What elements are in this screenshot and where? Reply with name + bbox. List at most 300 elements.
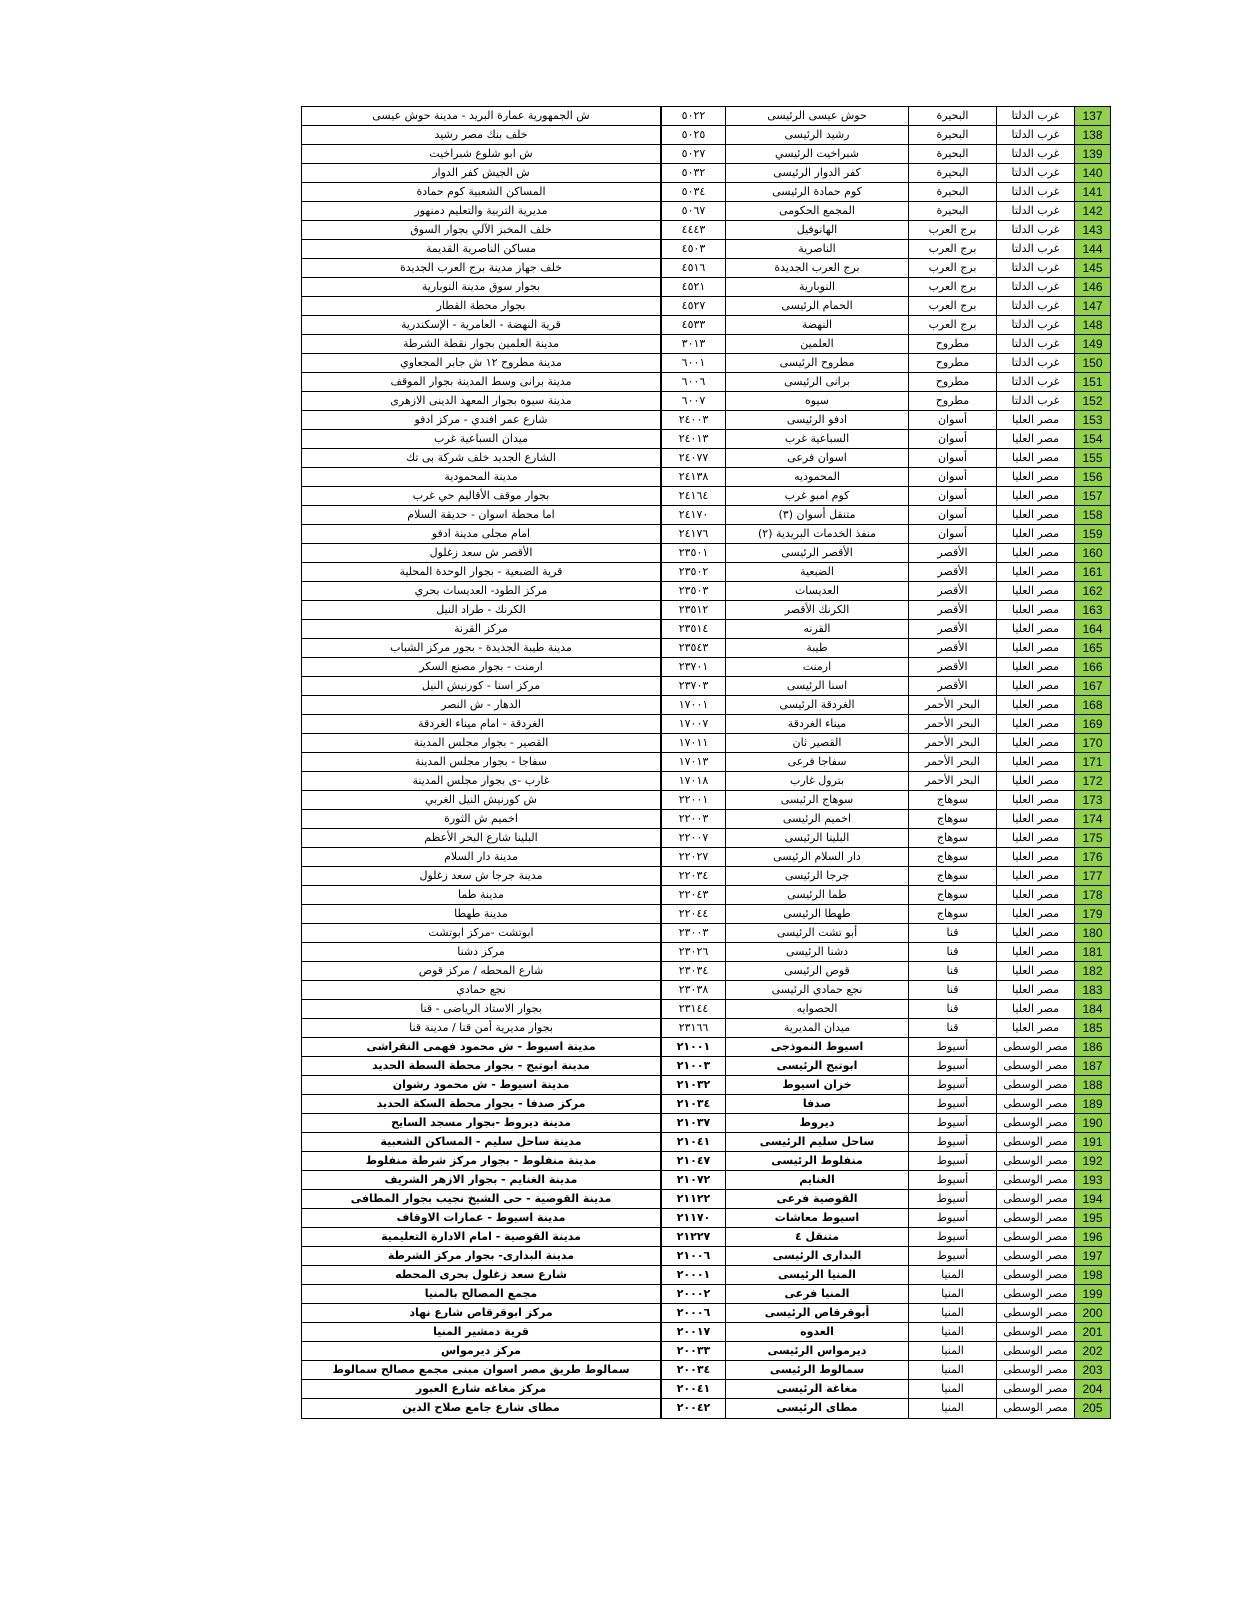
office-name-cell: مغاغة الرئيسى [725,1380,908,1398]
region-cell: مصر الوسطى [996,1266,1074,1284]
table-row [302,1380,1110,1399]
address-cell: مدينة اسيوط - ش محمود رشوان [392,1078,570,1091]
region-cell: مصر العليا [996,658,1074,676]
table-row [302,677,1110,696]
table-row [302,1057,1110,1076]
office-name-cell: مطروح الرئيسى [725,354,908,372]
governorate-cell: سوهاج [908,867,996,885]
table-row [302,145,1110,164]
office-name-cell: العديسات [725,582,908,600]
row-number-cell: 163 [1074,601,1110,619]
row-number-cell: 152 [1074,392,1110,410]
region-cell: مصر العليا [996,411,1074,429]
table-row [302,506,1110,525]
office-code-cell: ٢٢٠٠١ [660,791,725,809]
table-row [302,1209,1110,1228]
governorate-cell: برج العرب [908,316,996,334]
office-code-cell: ٢٣٧٠١ [660,658,725,676]
address-cell: البلينا شارع البحر الأعظم [424,831,538,844]
region-cell: غرب الدلتا [996,297,1074,315]
office-name-cell: ساحل سليم الرئيسى [725,1133,908,1151]
office-code-cell: ٦٠٠١ [660,354,725,372]
office-code-cell: ٢٣٠٠٣ [660,924,725,942]
region-cell: مصر الوسطى [996,1114,1074,1132]
table-row [302,1266,1110,1285]
region-cell: مصر الوسطى [996,1076,1074,1094]
office-code-cell: ٦٠٠٦ [660,373,725,391]
office-code-cell: ٢٠٠١٧ [660,1323,725,1341]
row-number-cell: 178 [1074,886,1110,904]
address-cell: مركز ديرمواس [441,1344,521,1357]
address-cell: مدينة طما [458,888,504,901]
office-name-cell: اخميم الرئيسى [725,810,908,828]
office-name-cell: القرنه [725,620,908,638]
region-cell: غرب الدلتا [996,107,1074,125]
address-cell: مدينة ابوتيج - بجوار محطة السطة الحديد [372,1059,590,1072]
office-code-cell: ٢٣٥٠١ [660,544,725,562]
row-number-cell: 170 [1074,734,1110,752]
region-cell: مصر العليا [996,848,1074,866]
office-name-cell: دار السلام الرئيسى [725,848,908,866]
row-number-cell: 151 [1074,373,1110,391]
office-code-cell: ٢٣٧٠٣ [660,677,725,695]
table-row [302,335,1110,354]
row-number-cell: 204 [1074,1380,1110,1398]
row-number-cell: 139 [1074,145,1110,163]
address-cell: مدينة اسيوط - ش محمود فهمى النقراشى [366,1040,596,1053]
governorate-cell: الأقصر [908,601,996,619]
row-number-cell: 199 [1074,1285,1110,1303]
office-code-cell: ٢٣٥١٢ [660,601,725,619]
region-cell: غرب الدلتا [996,335,1074,353]
office-code-cell: ٣٠١٣ [660,335,725,353]
address-cell: الشارع الجديد خلف شركة بى تك [406,451,556,464]
address-cell: مركز الطود- العديسات بحري [414,584,548,597]
table-row [302,221,1110,240]
governorate-cell: الأقصر [908,620,996,638]
office-code-cell: ٢٤٠٧٧ [660,449,725,467]
table-row [302,164,1110,183]
governorate-cell: سوهاج [908,905,996,923]
table-row [302,1304,1110,1323]
governorate-cell: أسيوط [908,1057,996,1075]
region-cell: غرب الدلتا [996,183,1074,201]
table-row [302,1095,1110,1114]
governorate-cell: مطروح [908,335,996,353]
table-row [302,278,1110,297]
office-code-cell: ٢٢٠٢٧ [660,848,725,866]
region-cell: مصر العليا [996,886,1074,904]
office-name-cell: منفذ الخدمات البريدية (٢) [725,525,908,543]
region-cell: مصر العليا [996,468,1074,486]
office-code-cell: ٢٢٠٣٤ [660,867,725,885]
row-number-cell: 191 [1074,1133,1110,1151]
region-cell: مصر العليا [996,734,1074,752]
governorate-cell: سوهاج [908,810,996,828]
governorate-cell: أسيوط [908,1209,996,1227]
row-number-cell: 194 [1074,1190,1110,1208]
row-number-cell: 186 [1074,1038,1110,1056]
region-cell: مصر الوسطى [996,1361,1074,1379]
address-cell: ارمنت - بجوار مصنع السكر [419,660,543,673]
address-cell: ش الجيش كفر الدوار [432,166,530,179]
office-code-cell: ٢١٠٣٤ [660,1095,725,1113]
governorate-cell: البحر الأحمر [908,696,996,714]
office-code-cell: ٤٤٤٣ [660,221,725,239]
office-code-cell: ٢٤١٧٠ [660,506,725,524]
governorate-cell: البحيرة [908,183,996,201]
table-row [302,354,1110,373]
office-code-cell: ٢١٠٠١ [660,1038,725,1056]
office-name-cell: العدوه [725,1323,908,1341]
region-cell: مصر الوسطى [996,1209,1074,1227]
address-cell: نجع حمادي [456,983,506,996]
address-cell: مدينة طهطا [454,907,508,920]
row-number-cell: 142 [1074,202,1110,220]
address-cell: شارع سعد زغلول بحرى المحطه [395,1268,567,1281]
row-number-cell: 140 [1074,164,1110,182]
row-number-cell: 153 [1074,411,1110,429]
office-code-cell: ٢٣٥٠٢ [660,563,725,581]
governorate-cell: أسيوط [908,1076,996,1094]
table-row [302,202,1110,221]
region-cell: مصر العليا [996,962,1074,980]
address-cell: مدينة اسيوط - عمارات الاوقاف [396,1211,566,1224]
office-code-cell: ٥٠٢٧ [660,145,725,163]
table-row [302,829,1110,848]
governorate-cell: برج العرب [908,259,996,277]
address-cell: مديرية التربية والتعليم دمنهور [414,204,548,217]
address-cell: مركز دشنا [457,945,505,958]
office-name-cell: الأقصر الرئيسى [725,544,908,562]
office-name-cell: السباعية غرب [725,430,908,448]
address-cell: مساكن الناصرية القديمة [425,242,537,255]
table-row [302,563,1110,582]
governorate-cell: المنيا [908,1342,996,1360]
governorate-cell: سوهاج [908,829,996,847]
table-row [302,1038,1110,1057]
office-code-cell: ٢٣٥٤٣ [660,639,725,657]
region-cell: مصر الوسطى [996,1133,1074,1151]
region-cell: مصر العليا [996,772,1074,790]
governorate-cell: البحيرة [908,126,996,144]
office-name-cell: صدفا [725,1095,908,1113]
row-number-cell: 175 [1074,829,1110,847]
address-cell: بجوار موقف الأقاليم حي غرب [412,489,550,502]
table-row [302,962,1110,981]
governorate-cell: أسيوط [908,1114,996,1132]
office-name-cell: أبوقرقاص الرئيسى [725,1304,908,1322]
table-row [302,1399,1110,1418]
governorate-cell: الأقصر [908,677,996,695]
governorate-cell: أسيوط [908,1152,996,1170]
region-cell: مصر العليا [996,677,1074,695]
address-cell: خلف بنك مصر رشيد [434,128,528,141]
region-cell: مصر الوسطى [996,1095,1074,1113]
governorate-cell: أسوان [908,430,996,448]
office-name-cell: الغنايم [725,1171,908,1189]
table-row [302,943,1110,962]
region-cell: مصر الوسطى [996,1057,1074,1075]
office-name-cell: برج العرب الجديدة [725,259,908,277]
table-row [302,1190,1110,1209]
address-cell: بجوار الاستاد الرياضى - قنا [420,1002,542,1015]
row-number-cell: 160 [1074,544,1110,562]
governorate-cell: قنا [908,962,996,980]
table-row [302,791,1110,810]
office-code-cell: ٢١١٧٠ [660,1209,725,1227]
region-cell: مصر العليا [996,905,1074,923]
governorate-cell: المنيا [908,1304,996,1322]
governorate-cell: قنا [908,943,996,961]
office-code-cell: ٢٤١٣٨ [660,468,725,486]
office-name-cell: اسيوط النموذجى [725,1038,908,1056]
office-code-cell: ٢٣٠٢٦ [660,943,725,961]
region-cell: مصر العليا [996,924,1074,942]
office-code-cell: ١٧٠٠٧ [660,715,725,733]
row-number-cell: 179 [1074,905,1110,923]
row-number-cell: 148 [1074,316,1110,334]
address-cell: الدهار - ش النصر [441,698,521,711]
table-row [302,392,1110,411]
row-number-cell: 145 [1074,259,1110,277]
row-number-cell: 167 [1074,677,1110,695]
governorate-cell: البحر الأحمر [908,753,996,771]
table-row [302,1133,1110,1152]
row-number-cell: 196 [1074,1228,1110,1246]
office-code-cell: ٤٥٣٣ [660,316,725,334]
region-cell: غرب الدلتا [996,240,1074,258]
office-code-cell: ٤٥٢١ [660,278,725,296]
address-cell: شارع عمر افندي - مركز ادفو [414,413,548,426]
region-cell: مصر العليا [996,601,1074,619]
row-number-cell: 164 [1074,620,1110,638]
office-name-cell: ارمنت [725,658,908,676]
office-name-cell: النوبارية [725,278,908,296]
office-name-cell: ديرمواس الرئيسى [725,1342,908,1360]
row-number-cell: 147 [1074,297,1110,315]
address-cell: امام مجلى مدينة ادفو [431,527,531,540]
office-name-cell: سفاجا فرعى [725,753,908,771]
region-cell: غرب الدلتا [996,259,1074,277]
office-name-cell: بترول غارب [725,772,908,790]
office-name-cell: أبو تشت الرئيسى [725,924,908,942]
row-number-cell: 157 [1074,487,1110,505]
address-cell: مجمع المصالح بالمنيا [424,1287,538,1300]
row-number-cell: 188 [1074,1076,1110,1094]
table-row [302,126,1110,145]
address-cell: مطاى شارع جامع صلاح الدين [402,1401,560,1414]
row-number-cell: 197 [1074,1247,1110,1265]
office-code-cell: ١٧٠٠١ [660,696,725,714]
office-name-cell: المنيا فرعى [725,1285,908,1303]
region-cell: مصر العليا [996,1000,1074,1018]
office-code-cell: ٥٠٦٧ [660,202,725,220]
address-cell: الغردقة - امام ميناء الغردقة [418,717,544,730]
office-code-cell: ٢٣٥٠٣ [660,582,725,600]
table-row [302,696,1110,715]
address-cell: ش الجمهورية عمارة البريد - مدينة حوش عيسى [372,109,590,122]
row-number-cell: 155 [1074,449,1110,467]
address-cell: مدينة منفلوط - بجوار مركز شرطة منفلوط [365,1154,597,1167]
governorate-cell: المنيا [908,1399,996,1418]
governorate-cell: أسيوط [908,1133,996,1151]
governorate-cell: البحيرة [908,164,996,182]
governorate-cell: قنا [908,924,996,942]
office-name-cell: رشيد الرئيسى [725,126,908,144]
office-name-cell: البلينا الرئيسى [725,829,908,847]
address-cell: شارع المحطه / مركز قوص [418,964,544,977]
office-code-cell: ٢٣٠٣٤ [660,962,725,980]
office-code-cell: ٤٥٢٧ [660,297,725,315]
governorate-cell: أسيوط [908,1095,996,1113]
region-cell: مصر العليا [996,582,1074,600]
office-code-cell: ٢٢٠٤٤ [660,905,725,923]
address-cell: خلف المخبز الآلي بجوار السوق [410,223,552,236]
table-row [302,658,1110,677]
office-code-cell: ٥٠٢٥ [660,126,725,144]
region-cell: غرب الدلتا [996,145,1074,163]
address-cell: مركز صدفا - بجوار محطة السكة الحديد [376,1097,586,1110]
table-row [302,297,1110,316]
governorate-cell: الأقصر [908,639,996,657]
office-code-cell: ٢٠٠٠٢ [660,1285,725,1303]
region-cell: غرب الدلتا [996,221,1074,239]
row-number-cell: 165 [1074,639,1110,657]
office-name-cell: القوصية فرعى [725,1190,908,1208]
office-name-cell: الهانوفيل [725,221,908,239]
governorate-cell: المنيا [908,1380,996,1398]
office-name-cell: سمالوط الرئيسى [725,1361,908,1379]
address-cell: مركز اسنا - كورنيش النيل [421,679,541,692]
table-row [302,468,1110,487]
address-cell: مدينة طيبة الجديدة - بجور مركز الشباب [390,641,572,654]
address-cell: بجوار محطة القطار [436,299,526,312]
address-cell: مدينة برانى وسط المدينة بجوار الموقف [390,375,572,388]
office-code-cell: ٢١١٢٢ [660,1190,725,1208]
table-row [302,1000,1110,1019]
address-cell: مدينة القوصية - امام الادارة التعليمية [381,1230,581,1243]
row-number-cell: 144 [1074,240,1110,258]
office-code-cell: ٢٠٠٠٦ [660,1304,725,1322]
governorate-cell: أسوان [908,525,996,543]
table-row [302,1114,1110,1133]
table-row [302,240,1110,259]
table-row [302,1247,1110,1266]
region-cell: مصر الوسطى [996,1380,1074,1398]
office-name-cell: متنقل أسوان (٣) [725,506,908,524]
office-code-cell: ٢١٠٠٦ [660,1247,725,1265]
row-number-cell: 180 [1074,924,1110,942]
office-name-cell: برانى الرئيسى [725,373,908,391]
table-row [302,924,1110,943]
office-name-cell: اسيوط معاشات [725,1209,908,1227]
office-code-cell: ٢١٠٣٧ [660,1114,725,1132]
office-name-cell: الغردقة الرئيسى [725,696,908,714]
region-cell: غرب الدلتا [996,278,1074,296]
region-cell: مصر العليا [996,639,1074,657]
region-cell: مصر الوسطى [996,1247,1074,1265]
row-number-cell: 183 [1074,981,1110,999]
region-cell: مصر العليا [996,867,1074,885]
office-name-cell: طيبة [725,639,908,657]
region-cell: مصر العليا [996,544,1074,562]
office-name-cell: طهطا الرئيسى [725,905,908,923]
office-name-cell: جرجا الرئيسى [725,867,908,885]
region-cell: مصر العليا [996,753,1074,771]
row-number-cell: 143 [1074,221,1110,239]
row-number-cell: 182 [1074,962,1110,980]
governorate-cell: برج العرب [908,278,996,296]
governorate-cell: سوهاج [908,791,996,809]
region-cell: مصر العليا [996,506,1074,524]
office-name-cell: العلمين [725,335,908,353]
address-cell: غارب -ى بجوار مجلس المدينة [412,774,550,787]
region-cell: مصر الوسطى [996,1323,1074,1341]
office-name-cell: ابوتيج الرئيسى [725,1057,908,1075]
office-code-cell: ٢٠٠٣٣ [660,1342,725,1360]
table-row [302,259,1110,278]
row-number-cell: 203 [1074,1361,1110,1379]
table-row [302,373,1110,392]
table-row [302,449,1110,468]
table-row [302,715,1110,734]
region-cell: مصر الوسطى [996,1190,1074,1208]
row-number-cell: 177 [1074,867,1110,885]
office-name-cell: المحموديه [725,468,908,486]
office-name-cell: الحمام الرئيسى [725,297,908,315]
table-row [302,1076,1110,1095]
address-cell: القصير - بجوار مجلس المدينة [413,736,549,749]
region-cell: مصر العليا [996,430,1074,448]
governorate-cell: قنا [908,1019,996,1037]
region-cell: مصر الوسطى [996,1228,1074,1246]
table-row [302,411,1110,430]
table-row [302,772,1110,791]
region-cell: مصر الوسطى [996,1038,1074,1056]
governorate-cell: أسوان [908,487,996,505]
office-code-cell: ٦٠٠٧ [660,392,725,410]
address-cell: بجوار سوق مدينة النوبارية [421,280,541,293]
office-code-cell: ١٧٠١٨ [660,772,725,790]
office-code-cell: ٢٢٠٠٧ [660,829,725,847]
office-code-cell: ٢٣١٦٦ [660,1019,725,1037]
table-row [302,981,1110,1000]
table-row [302,1019,1110,1038]
office-name-cell: طما الرئيسى [725,886,908,904]
row-number-cell: 137 [1074,107,1110,125]
region-cell: غرب الدلتا [996,164,1074,182]
governorate-cell: البحر الأحمر [908,734,996,752]
governorate-cell: مطروح [908,354,996,372]
row-number-cell: 166 [1074,658,1110,676]
row-number-cell: 189 [1074,1095,1110,1113]
region-cell: مصر الوسطى [996,1304,1074,1322]
office-name-cell: ميناء الغردقة [725,715,908,733]
office-name-cell: نجع حمادي الرئيسى [725,981,908,999]
governorate-cell: برج العرب [908,221,996,239]
office-name-cell: كوم حمادة الرئيسى [725,183,908,201]
office-name-cell: سوهاج الرئيسى [725,791,908,809]
office-name-cell: المجمع الحكومى [725,202,908,220]
table-row [302,1342,1110,1361]
office-name-cell: سيوه [725,392,908,410]
table-row [302,107,1110,126]
office-code-cell: ١٧٠١٣ [660,753,725,771]
row-number-cell: 187 [1074,1057,1110,1075]
office-name-cell: القصير ثان [725,734,908,752]
office-name-cell: الناصرية [725,240,908,258]
